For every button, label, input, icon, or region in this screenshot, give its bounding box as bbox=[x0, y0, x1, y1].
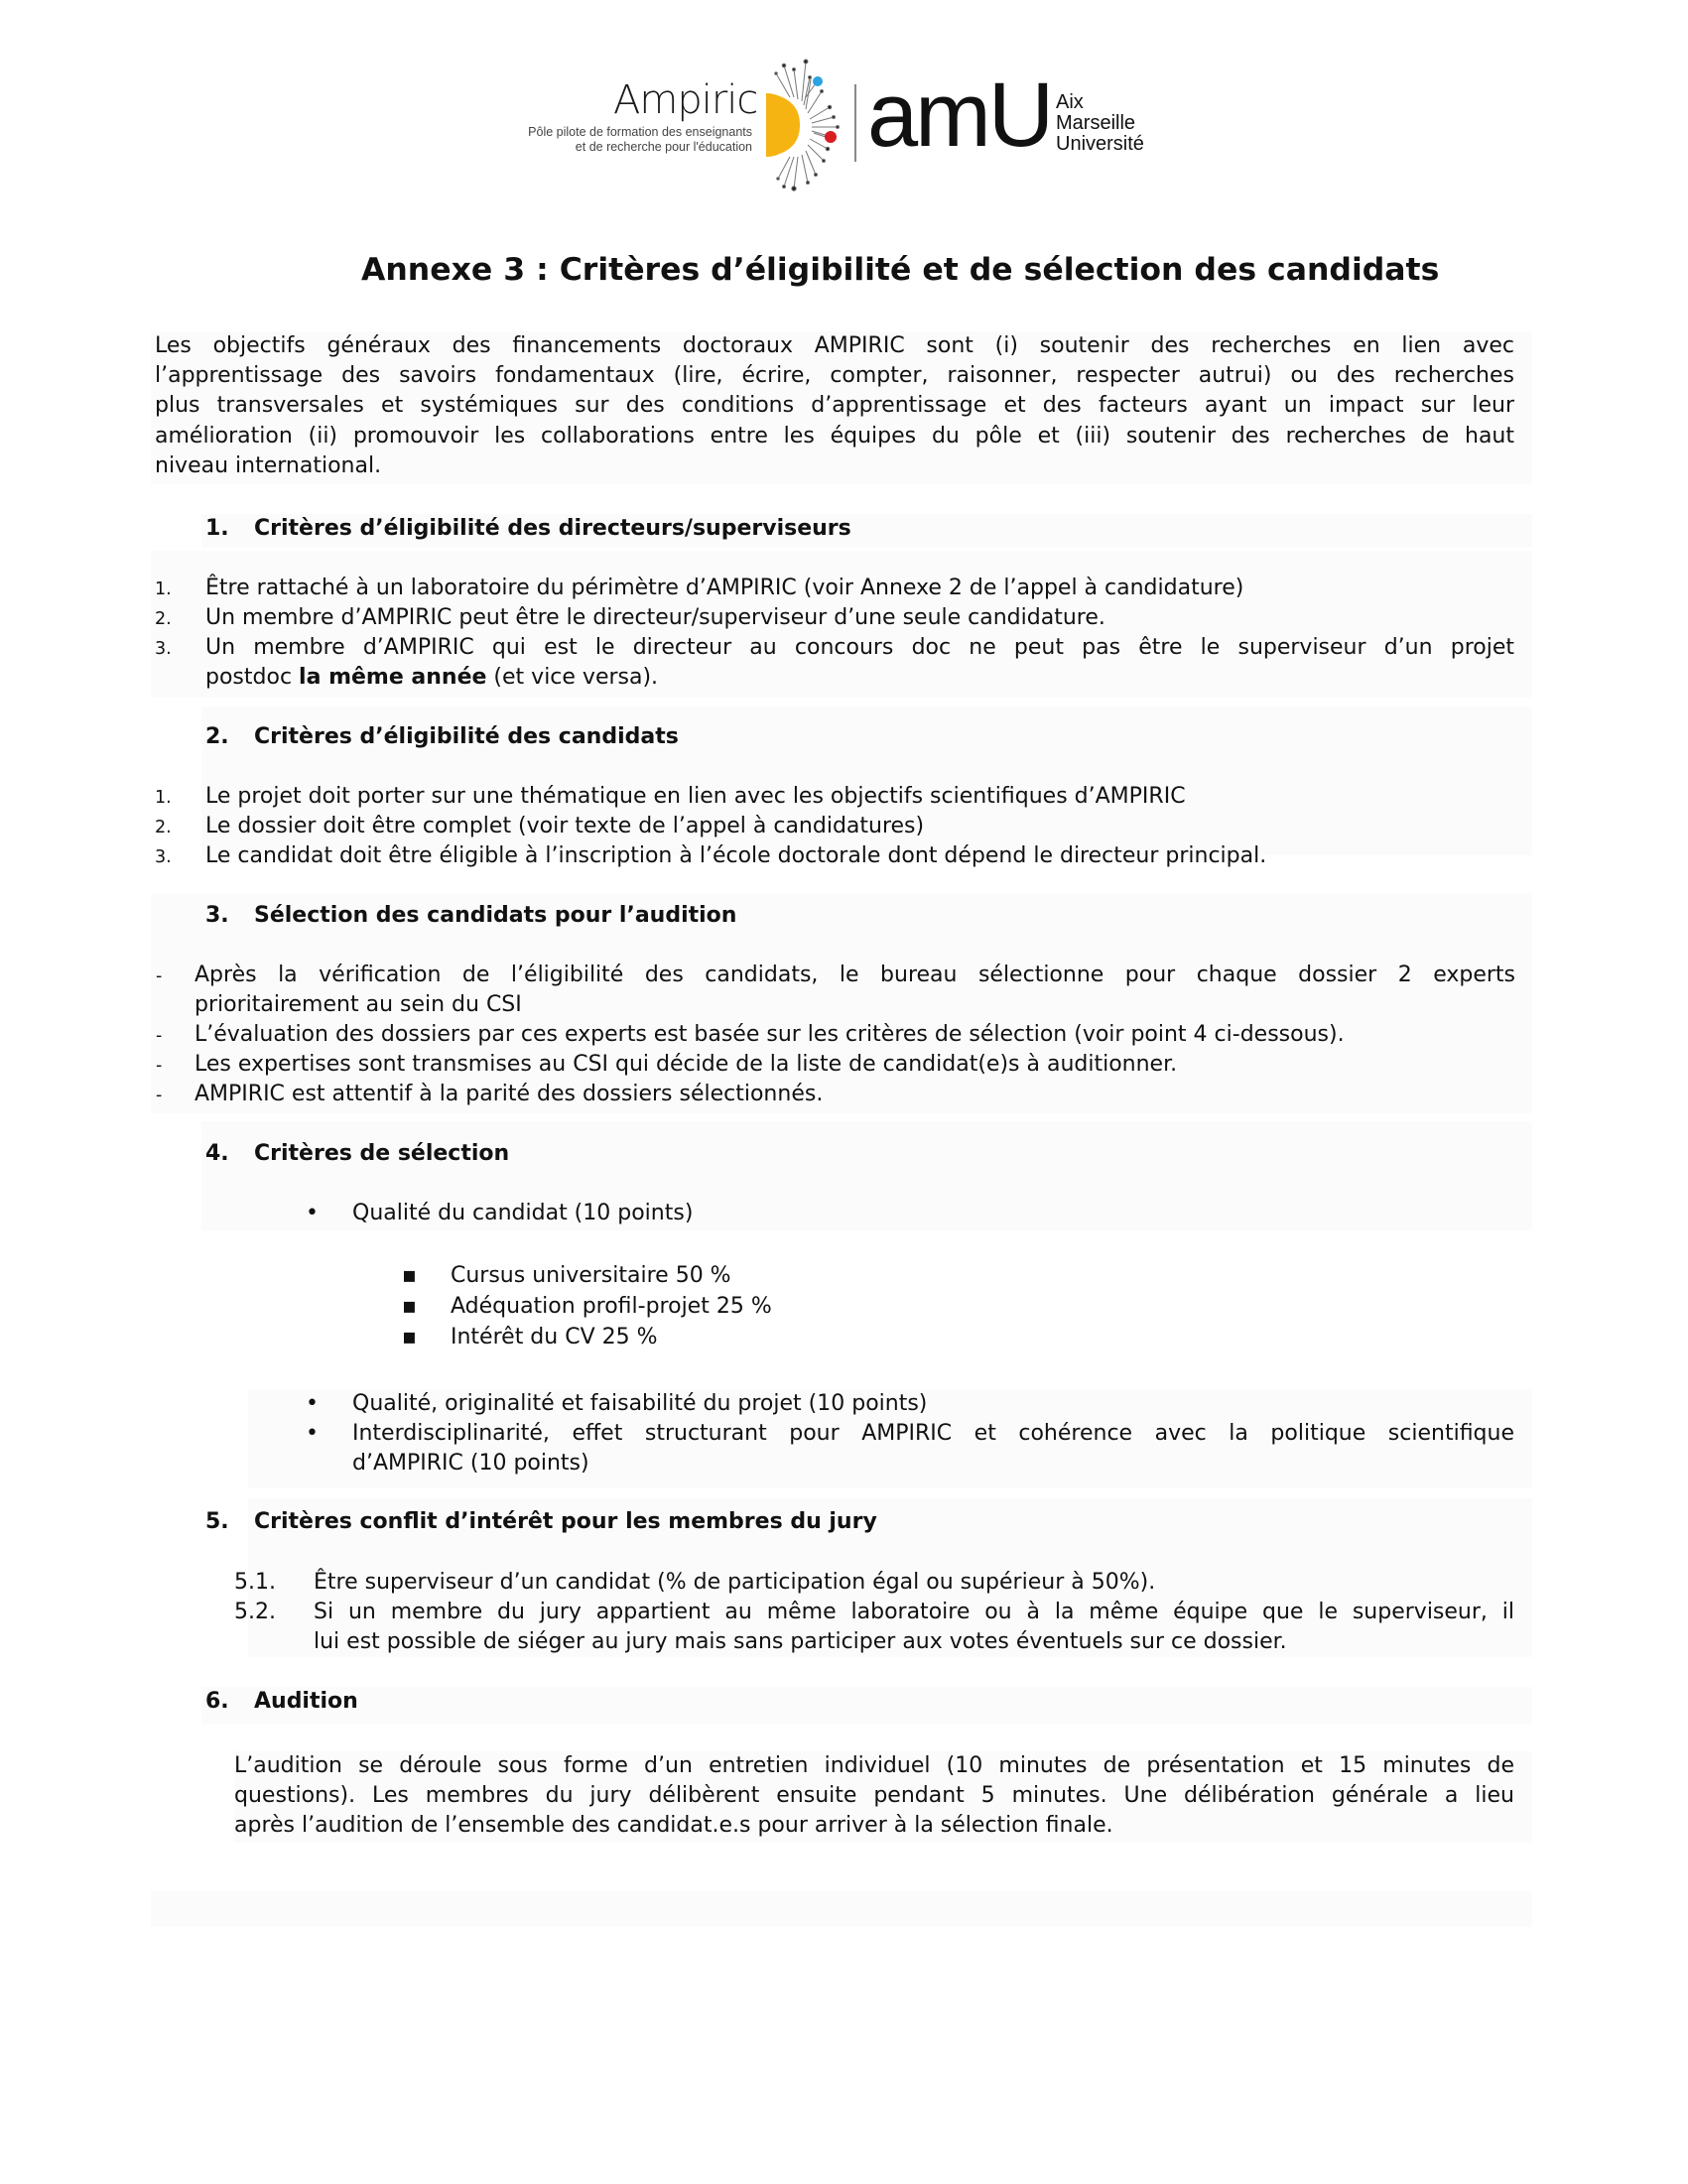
list-item-continuation: lui est possible de siéger au jury mais sans participer aux votes éventuels sur ce dossier. bbox=[314, 1629, 1287, 1654]
square-bullet-icon: ▪ bbox=[402, 1263, 417, 1288]
section-number: 4. bbox=[205, 1141, 229, 1166]
audition-paragraph bbox=[234, 1751, 1514, 1842]
sub-bullet-item bbox=[402, 1325, 658, 1349]
red-dot-icon bbox=[825, 131, 837, 143]
square-bullet-icon: ▪ bbox=[402, 1294, 417, 1319]
intro-paragraph bbox=[155, 331, 1514, 481]
section-2-heading bbox=[205, 724, 679, 749]
section-title: Critères de sélection bbox=[254, 1141, 510, 1166]
bullet-item bbox=[306, 1391, 928, 1416]
paragraph-line: après l’audition de l’ensemble des candidat.e.s pour arriver à la sélection finale. bbox=[234, 1813, 1113, 1839]
ampiric-sun-icon bbox=[754, 58, 853, 196]
list-item-text: Cursus universitaire 50 % bbox=[451, 1263, 731, 1288]
empty-block-background bbox=[151, 1891, 1532, 1927]
list-item-continuation: d’AMPIRIC (10 points) bbox=[352, 1451, 589, 1476]
list-marker: 1. bbox=[155, 788, 172, 808]
list-marker: 2. bbox=[155, 609, 172, 629]
list-item-continuation bbox=[205, 665, 658, 690]
list-item bbox=[156, 1052, 1178, 1077]
section-3-heading bbox=[205, 903, 737, 928]
dash-marker: - bbox=[156, 1056, 163, 1076]
list-marker: 2. bbox=[155, 818, 172, 837]
list-item-text: Être superviseur d’un candidat (% de participation égal ou supérieur à 50%). bbox=[314, 1570, 1156, 1595]
intro-line: plus transversales et systémiques sur des conditions d’apprentissage et des facteurs ayant un impact sur leur bbox=[155, 393, 1514, 419]
section-title: Critères conflit d’intérêt pour les membres du jury bbox=[254, 1509, 877, 1534]
intro-line: l’apprentissage des savoirs fondamentaux (lire, écrire, compter, raisonner, respecter autrui) ou des recherches bbox=[155, 363, 1514, 389]
list-item-text: Intérêt du CV 25 % bbox=[451, 1325, 658, 1349]
list-item-text: Un membre d’AMPIRIC peut être le directeur/superviseur d’une seule candidature. bbox=[205, 605, 1105, 630]
section-title: Sélection des candidats pour l’audition bbox=[254, 903, 737, 928]
list-item-text: Qualité du candidat (10 points) bbox=[352, 1201, 694, 1225]
list-item bbox=[155, 635, 1514, 660]
list-item bbox=[156, 963, 1515, 987]
paragraph-line: questions). Les membres du jury délibèrent ensuite pendant 5 minutes. Une délibération générale a lieu bbox=[234, 1783, 1514, 1809]
list-item-text: Les expertises sont transmises au CSI qui décide de la liste de candidat(e)s à auditionner. bbox=[195, 1052, 1178, 1077]
bullet-item bbox=[306, 1421, 1514, 1446]
bold-emphasis: la même année bbox=[299, 665, 487, 690]
text-run: postdoc bbox=[205, 665, 300, 690]
section-5-heading bbox=[205, 1509, 877, 1534]
bullet-icon: • bbox=[306, 1421, 319, 1446]
list-item bbox=[155, 784, 1186, 809]
section-number: 1. bbox=[205, 516, 229, 541]
section-1-heading bbox=[205, 516, 851, 541]
list-item-text: Le projet doit porter sur une thématique en lien avec les objectifs scientifiques d’AMPIRIC bbox=[205, 784, 1186, 809]
ampiric-logo-subtitle: Pôle pilote de formation des enseignants bbox=[528, 125, 752, 139]
list-item-text: Être rattaché à un laboratoire du périmètre d’AMPIRIC (voir Annexe 2 de l’appel à candidature) bbox=[205, 576, 1244, 600]
section-title: Audition bbox=[254, 1689, 358, 1714]
ampiric-logo-wordmark: Ampiric bbox=[613, 77, 758, 123]
list-item-text: Le candidat doit être éligible à l’inscription à l’école doctorale dont dépend le directeur principal. bbox=[205, 843, 1267, 868]
list-item bbox=[156, 1022, 1345, 1047]
amu-logo-text: Marseille bbox=[1056, 112, 1136, 134]
section-number: 2. bbox=[205, 724, 229, 749]
amu-logo-wordmark: amU bbox=[867, 64, 1052, 166]
list-marker: 5.1. bbox=[234, 1570, 276, 1595]
section-6-heading bbox=[205, 1689, 358, 1714]
logo-divider bbox=[854, 84, 856, 162]
list-item bbox=[234, 1600, 1514, 1624]
section-heading-background bbox=[201, 1687, 1532, 1725]
bullet-icon: • bbox=[306, 1391, 319, 1416]
list-item bbox=[155, 605, 1514, 630]
ampiric-logo-subtitle: et de recherche pour l'éducation bbox=[575, 140, 752, 154]
dash-marker: - bbox=[156, 1026, 163, 1046]
list-item-continuation: prioritairement au sein du CSI bbox=[195, 992, 522, 1017]
list-item-text: L’évaluation des dossiers par ces experts est basée sur les critères de sélection (voir point 4 ci-dessous). bbox=[195, 1022, 1345, 1047]
sub-bullet-item bbox=[402, 1263, 731, 1288]
square-bullet-icon: ▪ bbox=[402, 1325, 417, 1349]
list-item-text: Si un membre du jury appartient au même laboratoire ou à la même équipe que le superviseur, il bbox=[314, 1600, 1514, 1624]
bullet-item bbox=[306, 1201, 694, 1225]
list-item bbox=[234, 1570, 1156, 1595]
blue-dot-icon bbox=[813, 76, 823, 86]
section-number: 3. bbox=[205, 903, 229, 928]
list-item-text: Un membre d’AMPIRIC qui est le directeur au concours doc ne peut pas être le superviseur d’un projet bbox=[205, 635, 1514, 660]
page-title: Annexe 3 : Critères d’éligibilité et de sélection des candidats bbox=[361, 252, 1440, 288]
section-number: 5. bbox=[205, 1509, 229, 1534]
list-item bbox=[155, 814, 925, 838]
dash-marker: - bbox=[156, 966, 163, 986]
amu-logo-text: Université bbox=[1056, 133, 1144, 155]
list-item-text: AMPIRIC est attentif à la parité des dossiers sélectionnés. bbox=[195, 1082, 824, 1106]
list-marker: 5.2. bbox=[234, 1600, 276, 1624]
section-4-heading bbox=[205, 1141, 510, 1166]
list-item-text: Après la vérification de l’éligibilité des candidats, le bureau sélectionne pour chaque dossier 2 experts bbox=[195, 963, 1515, 987]
list-item-text: Le dossier doit être complet (voir texte de l’appel à candidatures) bbox=[205, 814, 925, 838]
dash-marker: - bbox=[156, 1086, 163, 1105]
list-marker: 1. bbox=[155, 579, 172, 599]
section-title: Critères d’éligibilité des candidats bbox=[254, 724, 679, 749]
bullet-icon: • bbox=[306, 1201, 319, 1225]
list-item bbox=[156, 1082, 824, 1106]
list-item bbox=[155, 843, 1267, 868]
list-marker: 3. bbox=[155, 847, 172, 867]
list-item-text: Interdisciplinarité, effet structurant pour AMPIRIC et cohérence avec la politique scientifique bbox=[352, 1421, 1514, 1446]
sub-bullet-item bbox=[402, 1294, 772, 1319]
text-run: (et vice versa). bbox=[486, 665, 659, 690]
intro-line: Les objectifs généraux des financements doctoraux AMPIRIC sont (i) soutenir des recherches en lien avec bbox=[155, 333, 1514, 358]
paragraph-line: L’audition se déroule sous forme d’un entretien individuel (10 minutes de présentation et 15 minutes de bbox=[234, 1753, 1514, 1778]
list-item-text: Qualité, originalité et faisabilité du projet (10 points) bbox=[352, 1391, 928, 1416]
intro-line: amélioration (ii) promouvoir les collaborations entre les équipes du pôle et (iii) soutenir des recherches de haut bbox=[155, 423, 1514, 449]
amu-logo-text: Aix bbox=[1056, 91, 1084, 113]
section-title: Critères d’éligibilité des directeurs/superviseurs bbox=[254, 516, 851, 541]
intro-line: niveau international. bbox=[155, 452, 382, 478]
list-item-text: Adéquation profil-projet 25 % bbox=[451, 1294, 772, 1319]
list-item bbox=[155, 576, 1514, 600]
list-marker: 3. bbox=[155, 639, 172, 659]
section-number: 6. bbox=[205, 1689, 229, 1714]
